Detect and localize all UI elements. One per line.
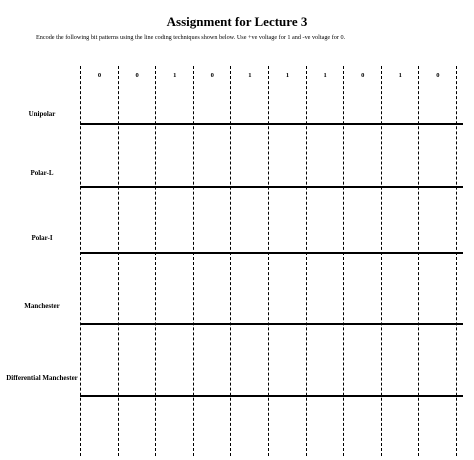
instructions-text: Encode the following bit patterns using the line coding techniques shown below. Use +ve voltage for 1 and -ve voltage for 0.	[36, 34, 346, 41]
row-label: Manchester	[24, 302, 60, 310]
bit-value: 1	[285, 72, 290, 79]
row-baseline	[80, 252, 463, 254]
row-label: Polar-L	[30, 169, 54, 177]
row-label: Unipolar	[28, 110, 56, 118]
bit-value: 0	[361, 72, 365, 79]
page-title: Assignment for Lecture 3	[166, 14, 308, 29]
bit-value: 1	[323, 72, 327, 79]
row-baseline	[80, 395, 463, 397]
row-label: Differential Manchester	[6, 374, 78, 382]
bit-value: 1	[398, 72, 402, 79]
bit-value: 0	[97, 72, 102, 79]
bit-value: 0	[436, 72, 440, 79]
bit-value: 1	[248, 72, 252, 79]
row-baseline	[80, 323, 463, 325]
row-label: Polar-I	[31, 234, 53, 242]
bit-value: 0	[210, 72, 214, 79]
bit-value: 1	[173, 72, 177, 79]
row-baseline	[80, 123, 463, 125]
row-baseline	[80, 186, 463, 188]
bit-value: 0	[135, 72, 139, 79]
